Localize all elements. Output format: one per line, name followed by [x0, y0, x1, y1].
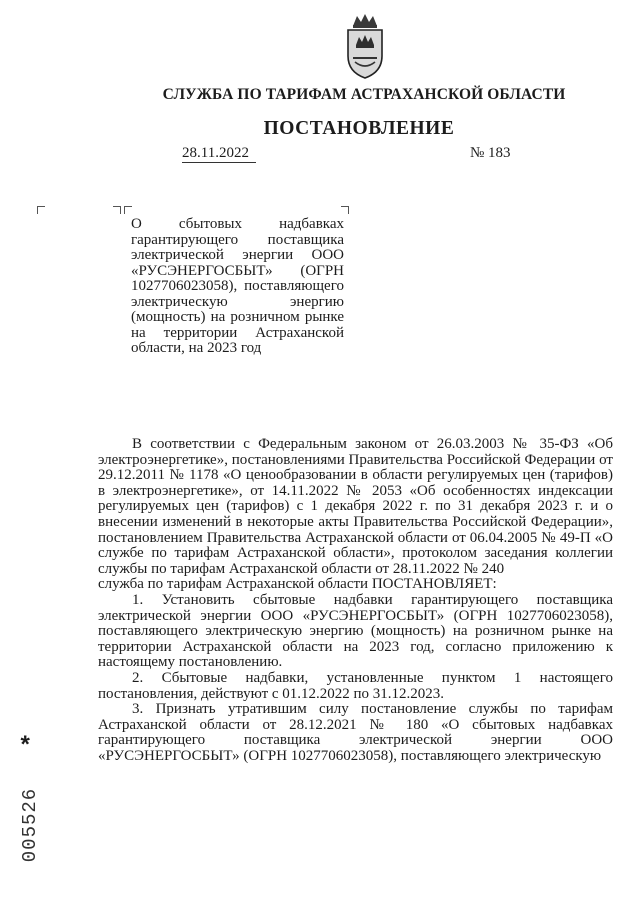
coat-of-arms-icon — [343, 12, 387, 80]
document-number: № 183 — [470, 145, 511, 161]
issuing-agency: СЛУЖБА ПО ТАРИФАМ АСТРАХАНСКОЙ ОБЛАСТИ — [162, 86, 566, 103]
registration-number: 005526 — [19, 787, 41, 863]
margin-corner-mark — [124, 206, 132, 214]
margin-corner-mark — [113, 206, 121, 214]
item-1-paragraph: 1. Установить сбытовые надбавки гарантирующего поставщика электрической энергии ООО «РУСЭНЕРГОСБЫТ» (ОГРН 1027706023058), поставляющего электрическую энергию (мощность) на розничном рынке на территории Астраханской области на 2023 год, согласно приложению к настоящему постановлению. — [98, 591, 613, 671]
asterisk-mark: * — [18, 734, 33, 761]
document-subject: О сбытовых надбавках гарантирующего поставщика электрической энергии ООО «РУСЭНЕРГОСБЫТ» (ОГРН 1027706023058), поставляющего электрическую энергию (мощность) на розничном рынке на территории Астраханской области, на 2023 год — [131, 216, 344, 356]
registration-stamp — [14, 734, 44, 864]
resolution-line: служба по тарифам Астраханской области ПОСТАНОВЛЯЕТ: — [98, 576, 497, 593]
preamble-paragraph: В соответствии с Федеральным законом от 26.03.2003 № 35-ФЗ «Об электроэнергетике», постановлениями Правительства Российской Федерации от 29.12.2011 № 1178 «О ценообразовании в области регулируемых цен (тарифов) в электроэнергетике», от 14.11.2022 № 2053 «Об особенностях индексации регулируемых цен (тарифов) с 1 декабря 2022 г. по 31 декабря 2023 г. и о внесении изменений в некоторые акты Правительства Российской Федерации», постановлением Правительства Астраханской области от 06.04.2005 № 49-П «О службе по тарифам Астраханской области», протоколом заседания коллегии службы по тарифам Астраханской области от 28.11.2022 № 240 — [98, 436, 613, 577]
margin-corner-mark — [37, 206, 45, 214]
document-body — [98, 437, 613, 764]
document-type-title: ПОСТАНОВЛЕНИЕ — [263, 118, 455, 139]
item-2-paragraph: 2. Сбытовые надбавки, установленные пунктом 1 настоящего постановления, действуют с 01.12.2022 по 31.12.2023. — [98, 669, 613, 702]
document-date: 28.11.2022 — [182, 145, 256, 163]
item-3-paragraph: 3. Признать утратившим силу постановление службы по тарифам Астраханской области от 28.12.2021 № 180 «О сбытовых надбавках гарантирующего поставщика электрической энергии ООО «РУСЭНЕРГОСБЫТ» (ОГРН 1027706023058), поставляющего электрическую — [98, 701, 613, 764]
margin-corner-mark — [341, 206, 349, 214]
